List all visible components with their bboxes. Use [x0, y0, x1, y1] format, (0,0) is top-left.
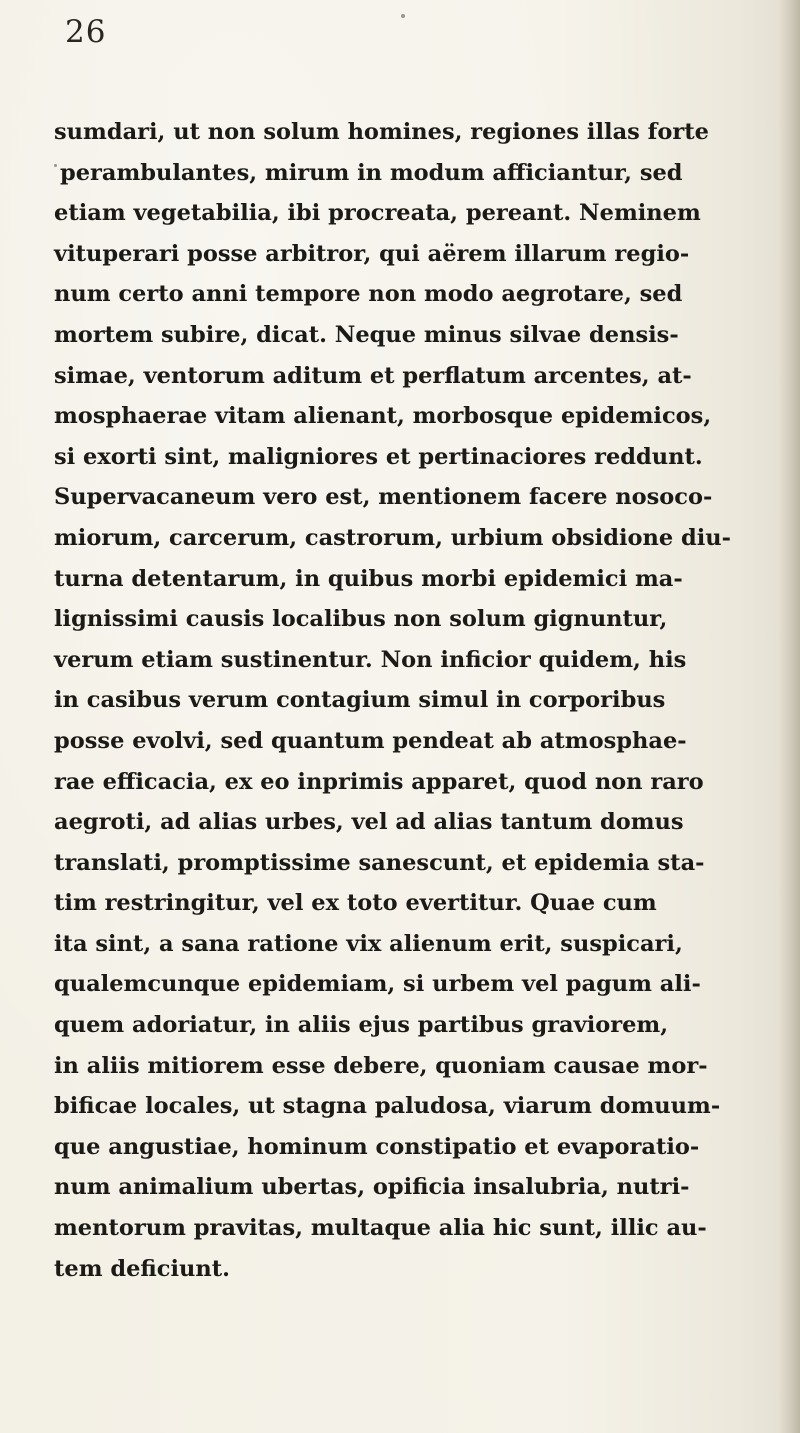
text-line: mentorum pravitas, multaque alia hic sunt, illic au- [54, 1215, 707, 1242]
text-line: tem deficiunt. [54, 1255, 230, 1282]
page-number: 26 [65, 14, 107, 50]
text-line: vituperari posse arbitror, qui aërem illarum regio- [54, 240, 690, 267]
text-line: num certo anni tempore non modo aegrotare, sed [54, 281, 683, 308]
text-line: turna detentarum, in quibus morbi epidemici ma- [54, 565, 683, 592]
text-line: mosphaerae vitam alienant, morbosque epidemicos, [54, 403, 712, 430]
text-line: perambulantes, mirum in modum afficiantur, sed [60, 159, 683, 186]
text-line: sumdari, ut non solum homines, regiones illas forte [54, 119, 709, 145]
text-line: in casibus verum contagium simul in corporibus [54, 687, 666, 714]
text-line: translati, promptissime sanescunt, et epidemia sta- [54, 849, 705, 876]
text-line: tim restringitur, vel ex toto evertitur. Quae cum [54, 890, 657, 917]
text-line: lignissimi causis localibus non solum gignuntur, [54, 606, 668, 633]
text-line: quem adoriatur, in aliis ejus partibus graviorem, [54, 1012, 669, 1039]
text-line: que angustiae, hominum constipatio et evaporatio- [54, 1133, 700, 1160]
text-line: etiam vegetabilia, ibi procreata, pereant. Neminem [54, 200, 701, 227]
text-line: miorum, carcerum, castrorum, urbium obsidione diu- [54, 524, 731, 551]
text-line: qualemcunque epidemiam, si urbem vel pagum ali- [54, 971, 701, 998]
text-line: si exorti sint, maligniores et pertinaciores reddunt. [54, 443, 703, 470]
text-line: simae, ventorum aditum et perflatum arcentes, at- [54, 362, 692, 389]
text-line: verum etiam sustinentur. Non inficior quidem, his [54, 646, 687, 673]
text-line: in aliis mitiorem esse debere, quoniam causae mor- [54, 1052, 708, 1079]
body-text [54, 112, 794, 1289]
text-line: rae efficacia, ex eo inprimis apparet, quod non raro [54, 768, 704, 795]
text-line: posse evolvi, sed quantum pendeat ab atmosphae- [54, 727, 687, 754]
text-line: aegroti, ad alias urbes, vel ad alias tantum domus [54, 809, 684, 836]
ink-speck [401, 14, 405, 18]
text-line: mortem subire, dicat. Neque minus silvae densis- [54, 321, 679, 348]
text-line: ita sint, a sana ratione vix alienum erit, suspicari, [54, 930, 683, 957]
text-line: Supervacaneum vero est, mentionem facere nosoco- [54, 484, 713, 511]
text-line: num animalium ubertas, opificia insalubria, nutri- [54, 1174, 690, 1201]
text-line: bificae locales, ut stagna paludosa, viarum domuum- [54, 1093, 721, 1120]
